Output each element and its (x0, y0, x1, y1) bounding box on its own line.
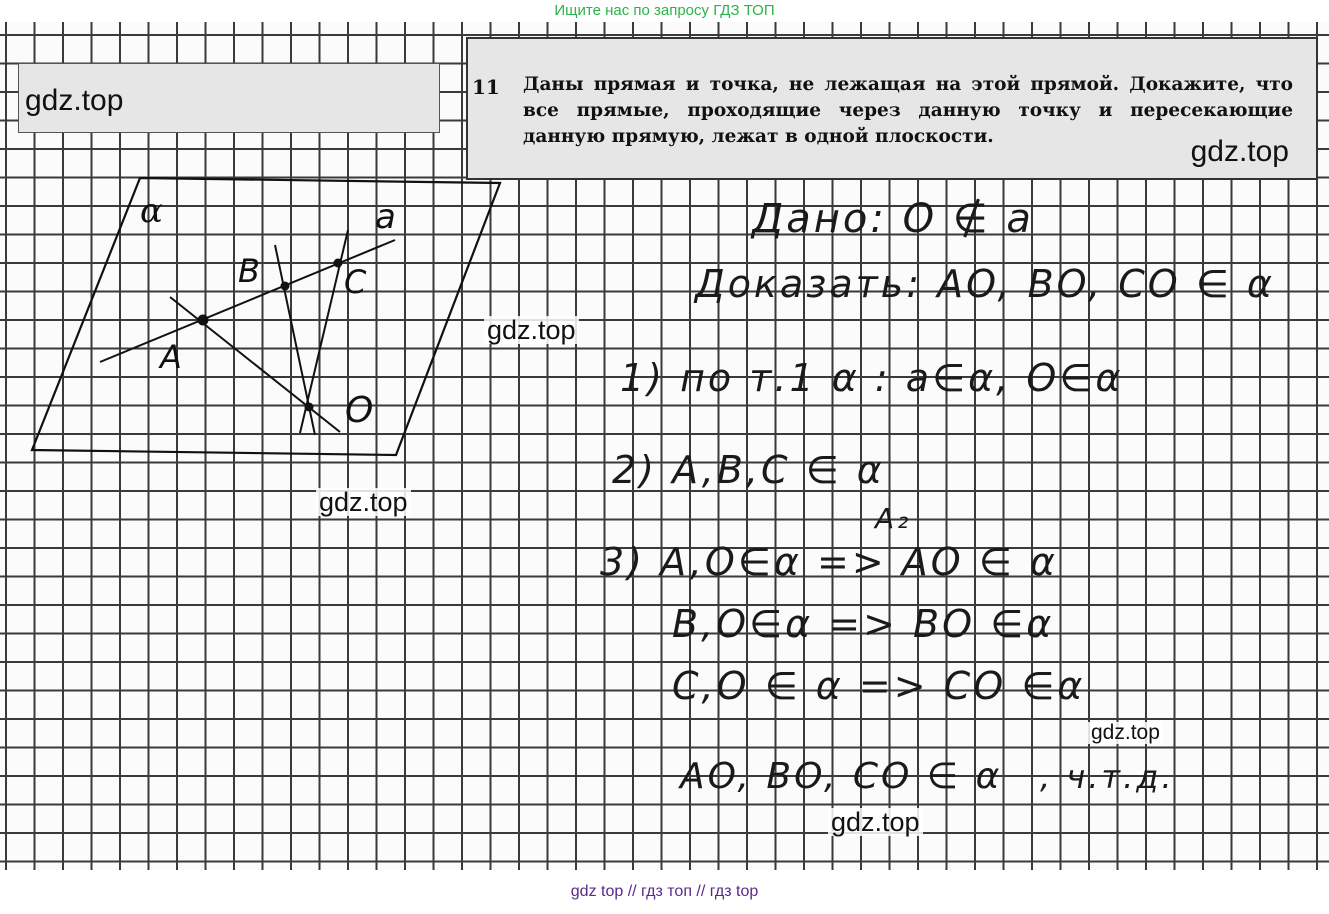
bottom-banner: gdz top // гдз топ // гдз top (0, 870, 1329, 907)
axiom-ref: A₂ (875, 502, 912, 535)
label-a-point: A (160, 338, 182, 376)
label-a: a (375, 197, 396, 237)
label-o: O (345, 390, 374, 431)
label-b: B (238, 252, 260, 290)
point-a (198, 315, 209, 326)
task-watermark: gdz.top (1190, 135, 1289, 168)
watermark: gdz.top (316, 488, 411, 516)
step-3a: 3) A,O∈α => AO ∈ α (600, 540, 1058, 584)
watermark: gdz.top (1088, 722, 1163, 744)
step-1: 1) по т.1 α : a∈α, O∈α (620, 356, 1124, 400)
given-line: Дано: O ∉ a (752, 196, 1034, 242)
point-b (281, 282, 290, 291)
step-3b: B,O∈α => BO ∈α (672, 602, 1055, 646)
step-3c: C,O ∈ α => CO ∈α (672, 664, 1086, 708)
task-number: 11 (472, 75, 500, 99)
top-banner: Ищите нас по запросу ГДЗ ТОП (0, 0, 1329, 22)
qed: , ч.т.д. (1040, 758, 1175, 796)
prove-line: Доказать: AO, BO, CO ∈ α (695, 262, 1275, 306)
plane-alpha (32, 178, 500, 455)
label-alpha: α (140, 191, 163, 231)
line-ao (170, 297, 340, 432)
conclusion: AO, BO, CO ∈ α (680, 756, 1003, 797)
point-c (334, 259, 343, 268)
point-o (305, 403, 314, 412)
step-2: 2) A,B,C ∈ α (612, 448, 885, 492)
label-c: C (344, 263, 367, 301)
watermark: gdz.top (484, 316, 579, 344)
logo-text: gdz.top (25, 84, 124, 117)
task-text: Даны прямая и точка, не лежащая на этой прямой. Докажите, что все прямые, проходящие через данную точку и пересекающие данную прямую, лежат в одной плоскости. (523, 74, 1293, 147)
watermark: gdz.top (828, 808, 923, 836)
